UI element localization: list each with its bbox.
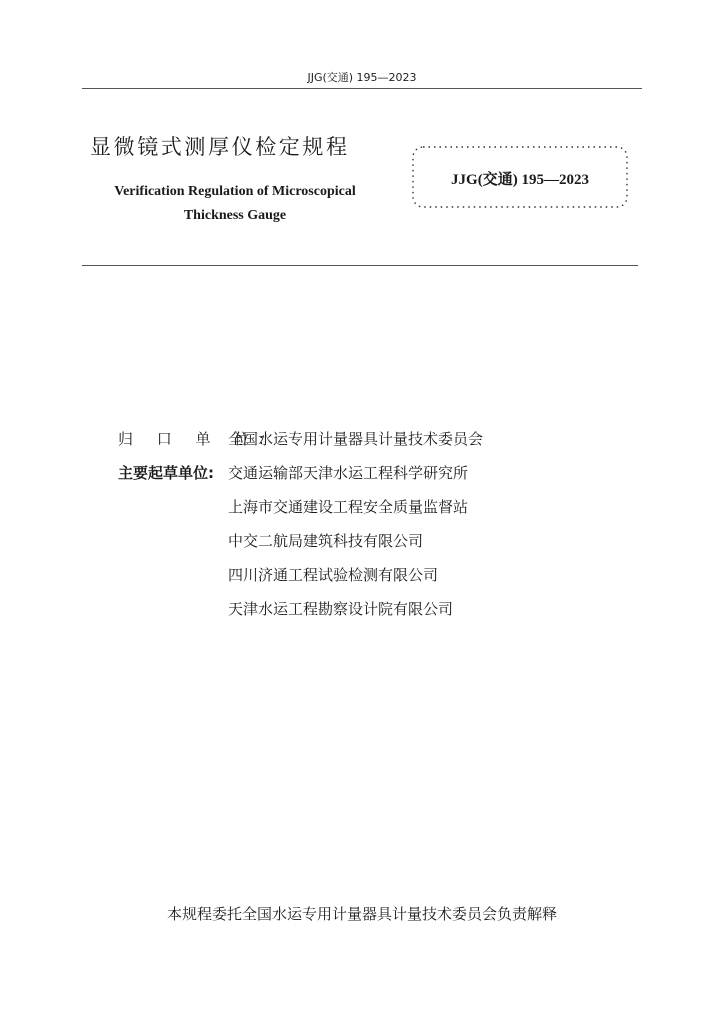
drafting-unit-row [118, 530, 638, 564]
title-rule [82, 265, 638, 266]
organization-block [118, 428, 638, 632]
standard-code-text: JJG(交通) 195—2023 [451, 172, 589, 188]
responsible-unit-label: 归 口 单 位: [118, 430, 274, 448]
drafting-unit-value: 四川济通工程试验检测有限公司 [228, 566, 439, 584]
drafting-unit-label: 主要起草单位: [118, 464, 214, 482]
drafting-unit-row [118, 496, 638, 530]
header-code: JJG(交通) 195—2023 [307, 71, 417, 84]
drafting-unit-row [118, 564, 638, 598]
title-english [85, 180, 385, 228]
header-rule [82, 88, 642, 89]
drafting-unit-value: 天津水运工程勘察设计院有限公司 [228, 600, 454, 618]
responsible-unit-value: 全国水运专用计量器具计量技术委员会 [228, 430, 484, 448]
title-english-line1: Verification Regulation of Microscopical [114, 184, 356, 199]
drafting-unit-row [118, 462, 638, 496]
drafting-unit-value: 交通运输部天津水运工程科学研究所 [228, 464, 469, 482]
drafting-unit-row [118, 598, 638, 632]
drafting-unit-value: 上海市交通建设工程安全质量监督站 [228, 498, 469, 516]
title-english-line2: Thickness Gauge [183, 208, 287, 223]
standard-code-box [410, 144, 630, 210]
title-chinese: 显微镜式测厚仪检定规程 [90, 135, 350, 159]
responsible-unit-row [118, 428, 638, 462]
drafting-unit-value: 中交二航局建筑科技有限公司 [228, 532, 424, 550]
footer-note: 本规程委托全国水运专用计量器具计量技术委员会负责解释 [166, 905, 557, 923]
